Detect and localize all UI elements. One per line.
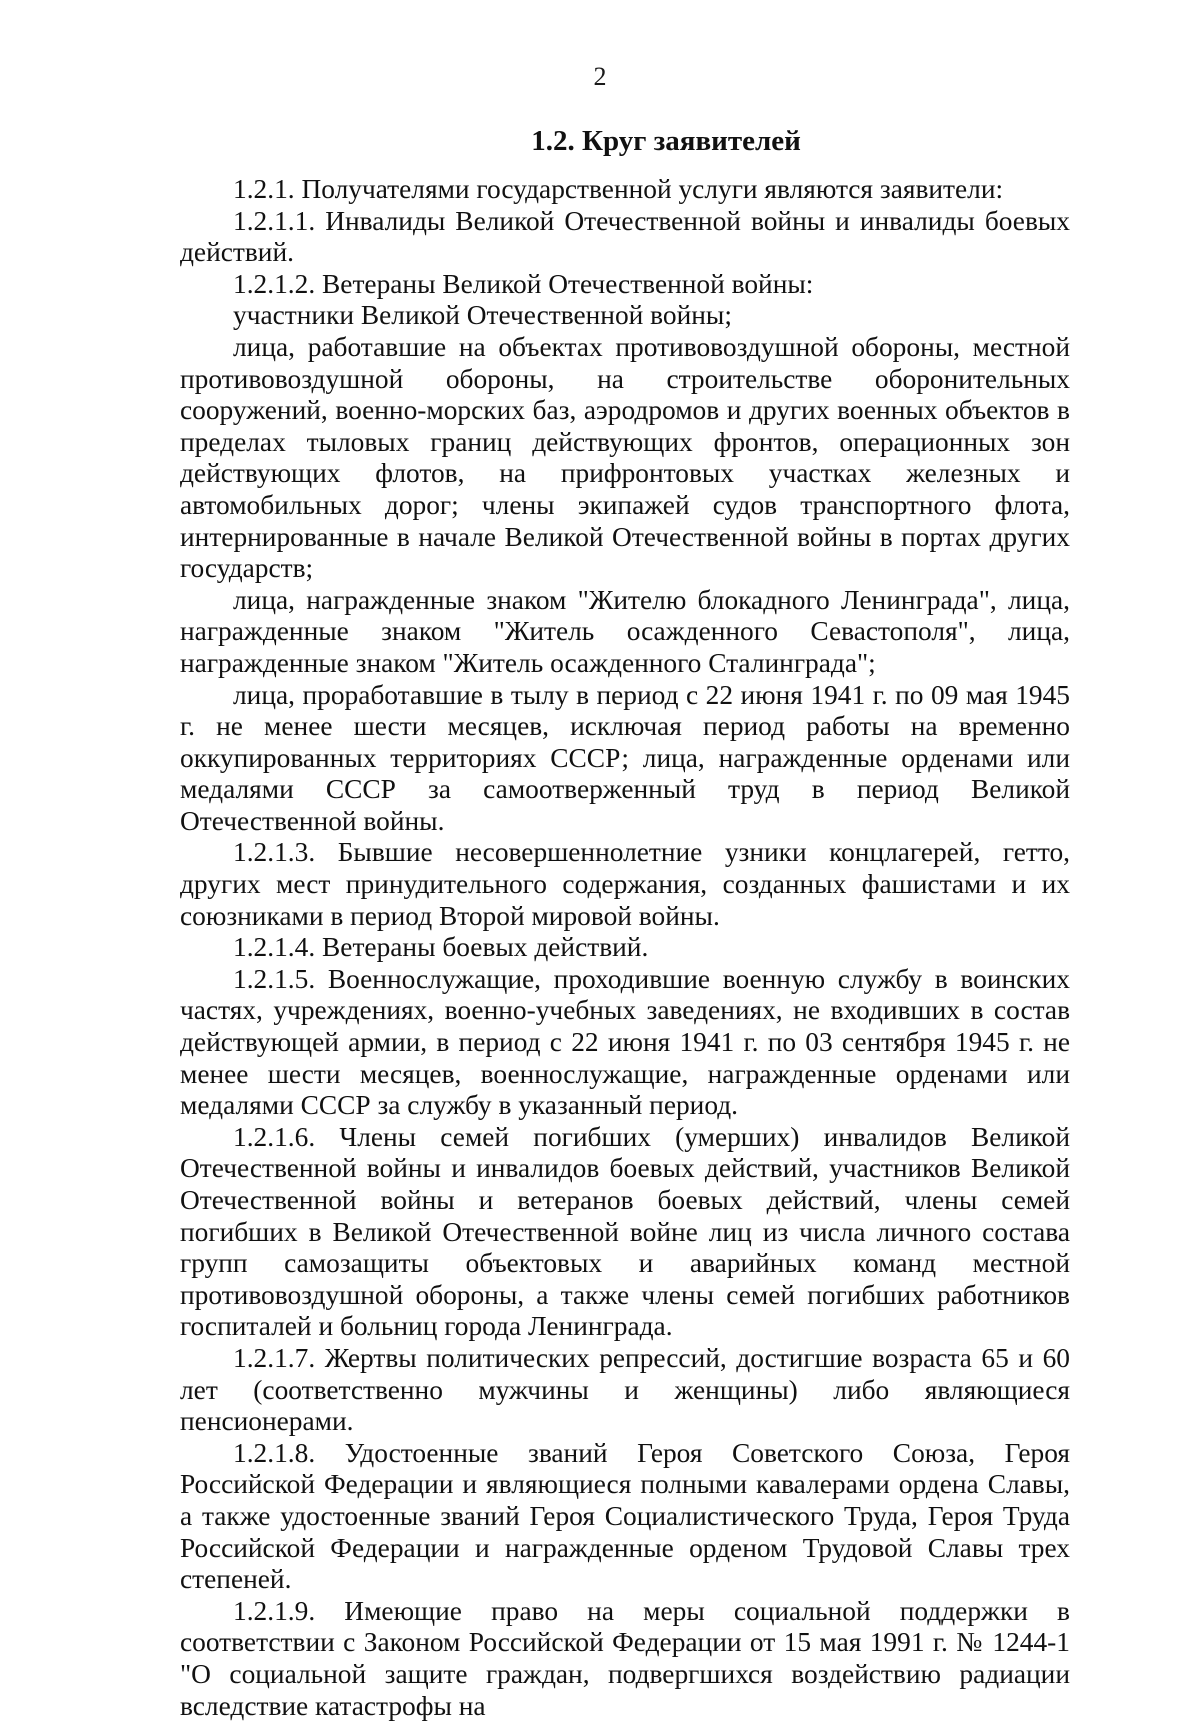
- paragraph-1-2-1-8: 1.2.1.8. Удостоенные званий Героя Советского Союза, Героя Российской Федерации и являющиеся полными кавалерами ордена Славы, а также удостоенные званий Героя Социалистического Труда, Героя Труда Российской Федерации и награжденные орденом Трудовой Славы трех степеней.: [180, 1437, 1070, 1595]
- paragraph-1-2-1-4: 1.2.1.4. Ветераны боевых действий.: [233, 932, 649, 963]
- paragraph-1-2-1-3: 1.2.1.3. Бывшие несовершеннолетние узники концлагерей, гетто, других мест принудительного содержания, созданных фашистами и их союзниками в период Второй мировой войны.: [180, 837, 1070, 931]
- paragraph-siege-badge-holders: лица, награжденные знаком "Жителю блокадного Ленинграда", лица, награжденные знаком "Житель осажденного Севастополя", лица, награжденные знаком "Житель осажденного Сталинграда";: [180, 584, 1070, 678]
- paragraph-wwii-participants: участники Великой Отечественной войны;: [233, 300, 732, 331]
- paragraph-1-2-1-7: 1.2.1.7. Жертвы политических репрессий, достигшие возраста 65 и 60 лет (соответственно мужчины и женщины) либо являющиеся пенсионерами.: [180, 1342, 1070, 1437]
- paragraph-1-2-1-2: 1.2.1.2. Ветераны Великой Отечественной войны:: [233, 268, 814, 299]
- paragraph-1-2-1-6: 1.2.1.6. Члены семей погибших (умерших) инвалидов Великой Отечественной войны и инвалидов боевых действий, участников Великой Отечественной войны и ветеранов боевых действий, члены семей погибших в Великой Отечественной войне лиц из числа личного состава групп самозащиты объектовых и аварийных команд местной противовоздушной обороны, а также члены семей погибших работников госпиталей и больниц города Ленинграда.: [180, 1121, 1070, 1342]
- paragraph-air-defense-workers: лица, работавшие на объектах противовоздушной обороны, местной противовоздушной обороны, на строительстве оборонительных сооружений, военно-морских баз, аэродромов и других военных объектов в пределах тыловых границ действующих фронтов, операционных зон действующих флотов, на прифронтовых участках железных и автомобильных дорог; члены экипажей судов транспортного флота, интернированные в начале Великой Отечественной войны в портах других государств;: [180, 331, 1070, 584]
- page-number: 2: [593, 62, 607, 91]
- paragraph-1-2-1-5: 1.2.1.5. Военнослужащие, проходившие военную службу в воинских частях, учреждениях, военно-учебных заведениях, не входивших в состав действующей армии, в период с 22 июня 1941 г. по 03 сентября 1945 г. не менее шести месяцев, военнослужащие, награжденные орденами или медалями СССР за службу в указанный период.: [180, 963, 1070, 1121]
- section-heading: 1.2. Круг заявителей: [531, 125, 801, 157]
- paragraph-1-2-1-9: 1.2.1.9. Имеющие право на меры социальной поддержки в соответствии с Законом Российской Федерации от 15 мая 1991 г. № 1244-1 "О социальной защите граждан, подвергшихся воздействию радиации вследствие катастрофы на: [180, 1595, 1070, 1721]
- paragraph-home-front-workers: лица, проработавшие в тылу в период с 22 июня 1941 г. по 09 мая 1945 г. не менее шести месяцев, исключая период работы на временно оккупированных территориях СССР; лица, награжденные орденами или медалями СССР за самоотверженный труд в период Великой Отечественной войны.: [180, 679, 1070, 836]
- paragraph-1-2-1-1: 1.2.1.1. Инвалиды Великой Отечественной войны и инвалиды боевых действий.: [180, 205, 1070, 268]
- document-body: [180, 174, 1070, 1722]
- paragraph-1-2-1: 1.2.1. Получателями государственной услуги являются заявители:: [233, 174, 1004, 204]
